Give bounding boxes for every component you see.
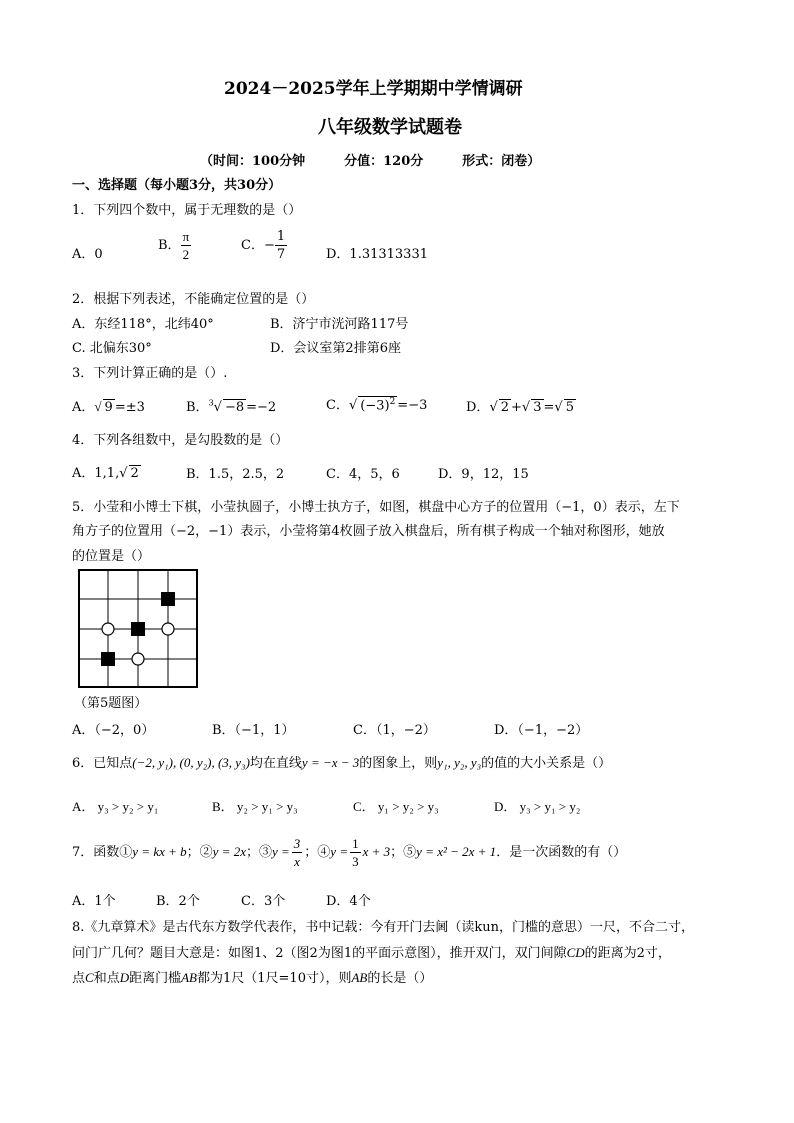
q7-sep-3: ；③ bbox=[245, 845, 272, 860]
q7-function-2: y = 2x bbox=[212, 844, 246, 859]
q3-a-label: A． bbox=[72, 400, 95, 415]
q8-line-3-b: 和点 bbox=[93, 971, 120, 986]
q3-c-rest: =−3 bbox=[397, 398, 428, 413]
exam-subtitle: 八年级数学试题卷 bbox=[318, 117, 462, 138]
q6-points: (−2, y₁), (0, y₂), (3, y₃) bbox=[132, 755, 250, 770]
q7-option-a: A．1个 bbox=[72, 894, 116, 909]
q1-b-denominator: 2 bbox=[182, 247, 190, 262]
q3-b-label: B． bbox=[186, 400, 209, 415]
q8-var-c: C bbox=[85, 970, 94, 985]
q3-c-exponent: 2 bbox=[389, 396, 396, 407]
q3-b-rest: =−2 bbox=[246, 400, 277, 415]
q8-line-3 bbox=[72, 967, 432, 986]
q8-var-ab: AB bbox=[181, 970, 197, 985]
q3-d-radicand-2: 3 bbox=[533, 400, 542, 415]
q7-sep-2: ；② bbox=[186, 845, 213, 860]
q5-figure-caption: （第5题图） bbox=[74, 696, 148, 711]
q6-variables: y₁, y₂, y₃ bbox=[437, 755, 482, 770]
q7-f4-denominator: 3 bbox=[352, 854, 359, 869]
q3-option-a: A．√ 9 =±3 bbox=[72, 399, 145, 415]
square-piece bbox=[161, 592, 175, 606]
q1-option-a: A．0 bbox=[72, 247, 103, 262]
q6-option-a: A． y₃ > y₂ > y₁ bbox=[72, 799, 159, 814]
q5-option-b: B．（−1，1） bbox=[212, 723, 295, 738]
q8-line-3-a: 点 bbox=[72, 971, 86, 986]
q3-b-radicand: −8 bbox=[224, 400, 245, 415]
q1-option-b-label: B． bbox=[158, 238, 181, 253]
q7-f4-numerator: 1 bbox=[352, 836, 359, 851]
q7-stem bbox=[72, 837, 626, 868]
q8-line-3-f: 的长是（） bbox=[367, 971, 433, 986]
q8-var-d: D bbox=[119, 970, 130, 985]
section-title: 一、选择题（每小题3分，共30分） bbox=[72, 178, 282, 193]
q2-option-b: B．济宁市洸河路117号 bbox=[270, 317, 409, 332]
q5-option-a: A．（−2，0） bbox=[72, 723, 155, 738]
q5-option-d: D．（−1，−2） bbox=[494, 723, 589, 738]
q3-d-radicand-3: 5 bbox=[565, 400, 574, 415]
q3-d-plus: + bbox=[511, 400, 522, 415]
q3-c-label: C． bbox=[326, 398, 349, 413]
q7-sep-5: ；⑤ bbox=[390, 845, 417, 860]
q1-c-denominator: 7 bbox=[276, 247, 286, 262]
q6-line-equation: y = −x − 3 bbox=[301, 755, 360, 770]
q2-stem: 2．根据下列表述，不能确定位置的是（） bbox=[72, 292, 315, 307]
q7-option-c: C．3个 bbox=[241, 894, 286, 909]
q7-function-5: y = x² − 2x + 1 bbox=[416, 844, 497, 859]
q4-option-a: A．1,1,√ 2 bbox=[72, 466, 139, 481]
q5-line-1: 5．小莹和小博士下棋，小莹执圆子，小博士执方子，如图，棋盘中心方子的位置用（−1，0）表示，左下 bbox=[72, 500, 680, 515]
q6-stem-post: 的图象上，则 bbox=[359, 756, 438, 771]
q2-option-a: A．东经118°，北纬40° bbox=[72, 317, 214, 332]
q1-option-c-label: C．− bbox=[241, 238, 275, 253]
square-piece bbox=[101, 652, 115, 666]
q4-option-d: D．9，12，15 bbox=[438, 467, 529, 482]
q8-line-2 bbox=[72, 942, 671, 961]
q1-c-numerator: 1 bbox=[276, 229, 286, 244]
q6-stem bbox=[72, 752, 611, 771]
q4-option-b: B．1.5，2.5，2 bbox=[186, 467, 285, 482]
q6-stem-mid: 均在直线 bbox=[249, 756, 302, 771]
q3-a-rest: =±3 bbox=[114, 400, 145, 415]
q6-stem-end: 的值的大小关系是（） bbox=[481, 756, 612, 771]
q7-option-b: B．2个 bbox=[156, 894, 200, 909]
q3-d-label: D． bbox=[466, 400, 490, 415]
q7-f3-denominator: x bbox=[294, 854, 300, 869]
q8-var-cd: CD bbox=[566, 945, 585, 960]
q7-end: ．是一次函数的有（） bbox=[496, 845, 627, 860]
q7-sep-4: ；④ bbox=[304, 845, 331, 860]
q7-function-4-lhs: y = bbox=[330, 844, 349, 859]
q5-option-c: C．（1，−2） bbox=[353, 723, 436, 738]
q4-stem: 4．下列各组数中，是勾股数的是（） bbox=[72, 433, 289, 448]
q5-line-3: 的位置是（） bbox=[72, 549, 151, 564]
round-piece bbox=[102, 623, 114, 635]
q6-option-d: D． y₃ > y₁ > y₂ bbox=[494, 799, 581, 814]
q7-function-4-rhs: x + 3 bbox=[362, 844, 391, 859]
q3-option-c: C．√ $(-3)^2 =-3$ bbox=[326, 396, 428, 413]
q8-line-3-e: 都为1尺（1尺=10寸），则 bbox=[197, 971, 352, 986]
q3-b-index: 3 bbox=[208, 398, 214, 408]
q8-var-ab-2: AB bbox=[351, 970, 368, 985]
q1-b-numerator: π bbox=[182, 229, 190, 244]
q1-option-b bbox=[158, 230, 191, 261]
q3-c-radicand: (−3) bbox=[360, 398, 390, 413]
q6-stem-pre: 6．已知点 bbox=[72, 756, 133, 771]
q4-a-radicand: 2 bbox=[130, 466, 139, 481]
q7-option-d: D．4个 bbox=[326, 894, 371, 909]
q7-function-3-lhs: y = bbox=[271, 844, 290, 859]
q5-line-2: 角方子的位置用（−2，−1）表示，小莹将第4枚圆子放入棋盘后，所有棋子构成一个轴对称图形，她放 bbox=[72, 524, 665, 539]
exam-info: （时间：100分钟 分值：120分 形式：闭卷） bbox=[200, 154, 541, 169]
q7-function-1: y = kx + b bbox=[132, 844, 187, 859]
q3-d-equals: = bbox=[543, 400, 555, 415]
q8-line-2-pre: 问门广几何？题目大意是：如图1、2（图2为图1的平面示意图），推开双门，双门间隙 bbox=[72, 946, 567, 961]
q3-d-radicand-1: 2 bbox=[500, 400, 510, 415]
q8-line-1: 8.《九章算术》是古代东方数学代表作，书中记载：今有开门去阃（读kun，门槛的意思）一尺，不合二寸， bbox=[72, 920, 695, 935]
q4-a-label: A．1,1, bbox=[72, 466, 120, 481]
q1-stem: 1．下列四个数中，属于无理数的是（） bbox=[72, 203, 302, 218]
q3-a-radicand: 9 bbox=[104, 400, 113, 415]
q6-option-b: B． y₂ > y₁ > y₃ bbox=[212, 799, 298, 814]
q7-pre: 7．函数① bbox=[72, 845, 133, 860]
q7-f3-numerator: 3 bbox=[293, 836, 301, 851]
q8-line-3-c2: 距离门槛 bbox=[129, 971, 182, 986]
q1-option-c bbox=[241, 230, 287, 261]
q1-option-d: D．1.31313331 bbox=[326, 247, 428, 262]
round-piece bbox=[162, 623, 174, 635]
square-piece bbox=[131, 622, 145, 636]
chessboard-figure bbox=[78, 569, 200, 689]
q3-option-d: D．√ 2 +√ 3 =√ 5 bbox=[466, 400, 574, 415]
q3-option-b: B．$^3$√ −8 =−2 bbox=[186, 398, 277, 415]
q2-option-c: C. 北偏东30° bbox=[72, 341, 152, 356]
q4-option-c: C．4，5，6 bbox=[326, 467, 400, 482]
exam-title: 2024－2025学年上学期期中学情调研 bbox=[224, 79, 523, 99]
q6-option-c: C． y₁ > y₂ > y₃ bbox=[353, 799, 439, 814]
q2-option-d: D．会议室第2排第6座 bbox=[270, 341, 401, 356]
round-piece bbox=[132, 653, 144, 665]
q3-stem: 3．下列计算正确的是（）. bbox=[72, 366, 228, 381]
q8-line-2-post: 的距离为2寸， bbox=[584, 946, 671, 961]
